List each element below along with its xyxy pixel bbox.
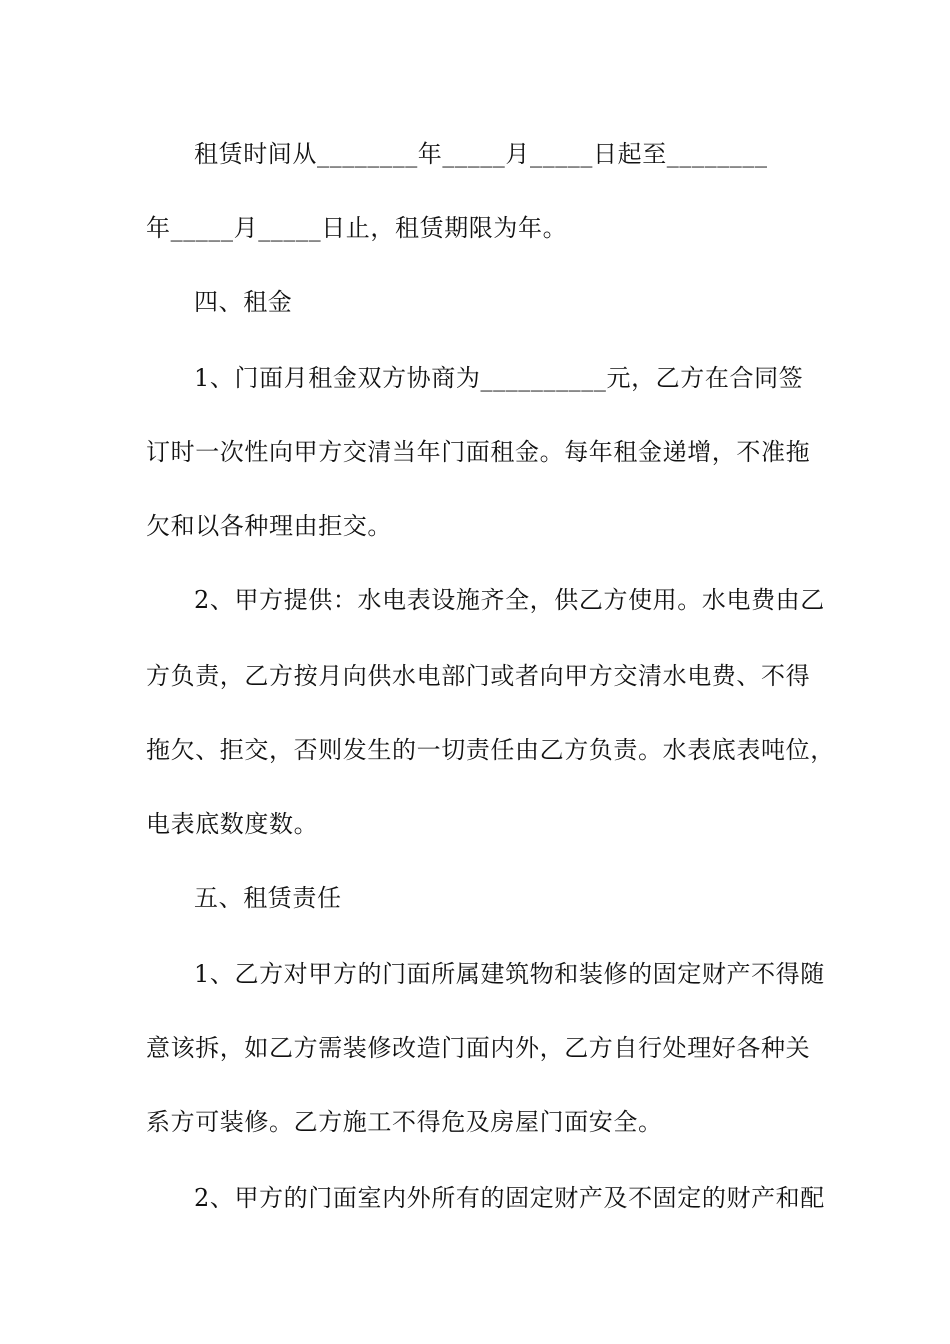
text-line: 1、乙方对甲方的门面所属建筑物和装修的固定财产不得随 bbox=[194, 960, 825, 988]
text-line: 欠和以各种理由拒交。 bbox=[146, 512, 392, 540]
text-line: 意该拆，如乙方需装修改造门面内外，乙方自行处理好各种关 bbox=[146, 1034, 811, 1062]
section-heading: 五、租赁责任 bbox=[194, 884, 342, 912]
text-line: 电表底数度数。 bbox=[146, 810, 319, 838]
text-line: 2、甲方的门面室内外所有的固定财产及不固定的财产和配 bbox=[194, 1184, 825, 1212]
text-line: 订时一次性向甲方交清当年门面租金。每年租金递增，不准拖 bbox=[146, 438, 811, 466]
text-line: 1、门面月租金双方协商为__________元，乙方在合同签 bbox=[194, 364, 804, 392]
text-line: 拖欠、拒交，否则发生的一切责任由乙方负责。水表底表吨位， bbox=[146, 736, 835, 764]
text-line: 方负责，乙方按月向供水电部门或者向甲方交清水电费、不得 bbox=[146, 662, 811, 690]
section-heading: 四、租金 bbox=[194, 288, 293, 316]
text-line: 租赁时间从________年_____月_____日起至________ bbox=[194, 140, 768, 168]
text-line: 系方可装修。乙方施工不得危及房屋门面安全。 bbox=[146, 1108, 663, 1136]
text-line: 2、甲方提供：水电表设施齐全，供乙方使用。水电费由乙 bbox=[194, 586, 825, 614]
text-line: 年_____月_____日止，租赁期限为年。 bbox=[146, 214, 568, 242]
